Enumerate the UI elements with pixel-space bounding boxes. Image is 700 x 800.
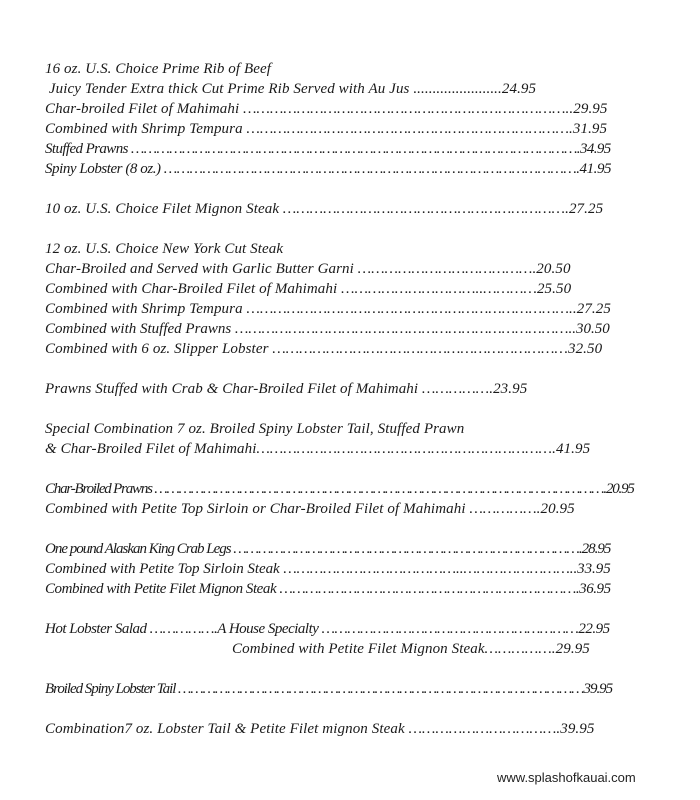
menu-item-prime-rib-mahimahi: Char-broiled Filet of Mahimahi ………………………………………………………………..29.95	[45, 101, 608, 117]
menu-item-prime-rib-au-jus: Juicy Tender Extra thick Cut Prime Rib Served with Au Jus .......................24.95	[45, 81, 537, 97]
menu-item-char-broiled-prawns: Char-Broiled Prawns ………………………………………………………………………………………………….20.95	[45, 481, 634, 497]
menu-item-king-crab-filet: Combined with Petite Filet Mignon Steak …………………………………………………………….36.95	[45, 581, 611, 597]
menu-item-new-york-garni: Char-Broiled and Served with Garlic Butter Garni ………………………………….20.50	[45, 261, 571, 277]
menu-item-prime-rib-lobster: Spiny Lobster (8 oz.) …………………………………………………………………………………….41.95	[45, 161, 612, 177]
menu-item-new-york-mahimahi: Combined with Char-Broiled Filet of Mahimahi …………………………..…………25.50	[45, 281, 572, 297]
special-combination-line2: & Char-Broiled Filet of Mahimahi………………………………………………………….41.95	[45, 441, 591, 457]
menu-item-hot-lobster-salad: Hot Lobster Salad …………….A House Specialty ……………………………………………………22.95	[45, 621, 610, 637]
menu-item-prime-rib-prawns: Stuffed Prawns …………………………………………………………………………………………….34.95	[45, 141, 611, 157]
menu-item-filet-mignon: 10 oz. U.S. Choice Filet Mignon Steak ……………………………………………………….27.25	[45, 201, 604, 217]
menu-item-new-york-prawns: Combined with Stuffed Prawns …………………………………………………………………..30.50	[45, 321, 610, 337]
menu-item-new-york-shrimp: Combined with Shrimp Tempura ………………………………………………………………..27.25	[45, 301, 611, 317]
new-york-title: 12 oz. U.S. Choice New York Cut Steak	[45, 241, 284, 257]
menu-item-king-crab-sirloin: Combined with Petite Top Sirloin Steak …………………………………..……………………..33.95	[45, 561, 611, 577]
website-url: www.splashofkauai.com	[497, 770, 636, 785]
menu-item-broiled-spiny-lobster: Broiled Spiny Lobster Tail ………………………………………………………………………………………39.95	[45, 681, 613, 697]
menu-item-prawns-stuffed: Prawns Stuffed with Crab & Char-Broiled Filet of Mahimahi …………….23.95	[45, 381, 528, 397]
menu-item-king-crab: One pound Alaskan King Crab Legs ………………………………………………………………………….28.95	[45, 541, 611, 557]
menu-item-lobster-salad-filet: Combined with Petite Filet Mignon Steak…………….29.95	[232, 641, 590, 657]
prime-rib-title: 16 oz. U.S. Choice Prime Rib of Beef	[45, 61, 272, 77]
menu-item-prime-rib-shrimp: Combined with Shrimp Tempura ……………………………………………………………….31.95	[45, 121, 608, 137]
special-combination-line1: Special Combination 7 oz. Broiled Spiny Lobster Tail, Stuffed Prawn	[45, 421, 465, 437]
menu-item-prawns-sirloin: Combined with Petite Top Sirloin or Char-Broiled Filet of Mahimahi …………….20.95	[45, 501, 575, 517]
menu-item-new-york-slipper-lobster: Combined with 6 oz. Slipper Lobster …………………………………………………………32.50	[45, 341, 603, 357]
menu-item-combination7: Combination7 oz. Lobster Tail & Petite Filet mignon Steak …………………………….39.95	[45, 721, 595, 737]
